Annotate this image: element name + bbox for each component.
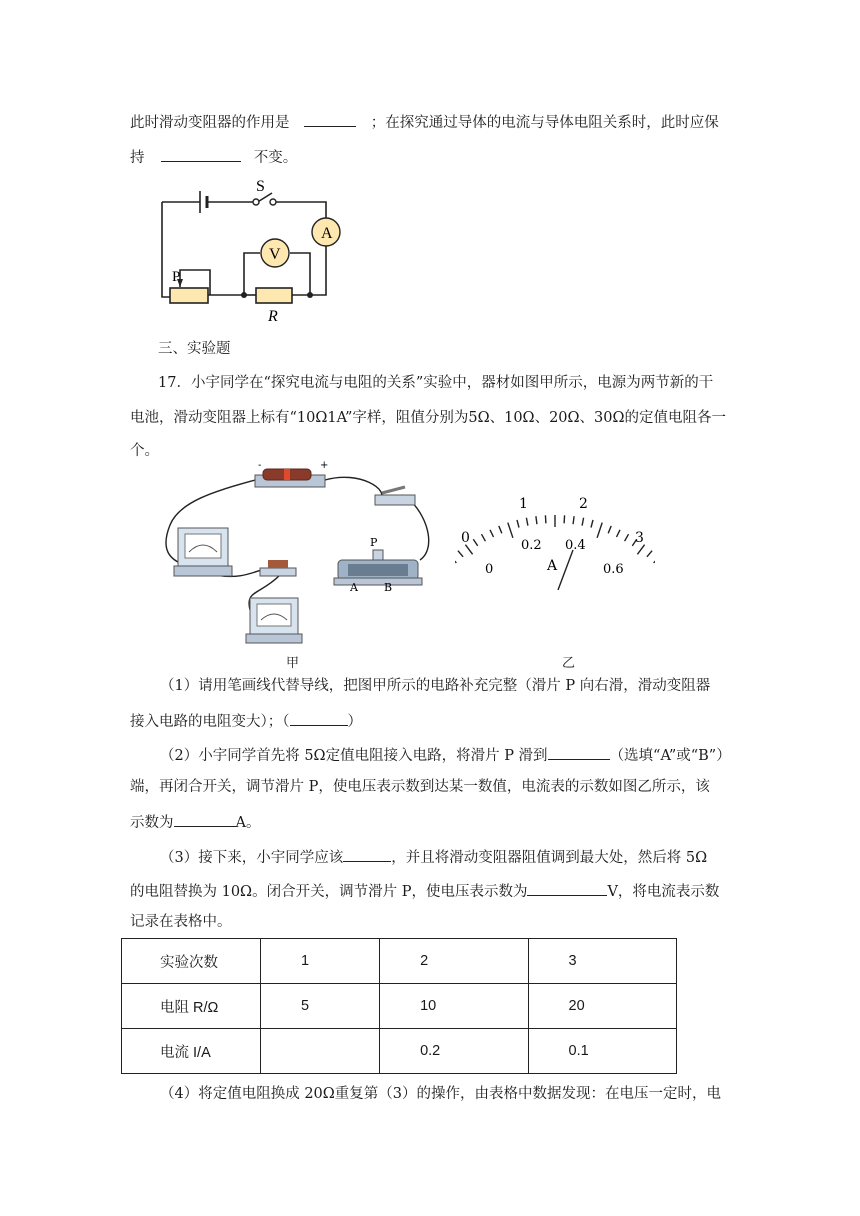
- figure-jia-apparatus: [160, 460, 440, 650]
- table-row: [122, 1029, 677, 1074]
- figure-yi-label: 乙: [562, 656, 576, 671]
- meter-needle: [558, 550, 573, 590]
- q16-line2: [130, 145, 297, 168]
- scale-tick: [573, 516, 574, 524]
- scale-tick: [617, 530, 621, 537]
- lower-tick-3: 0.6: [603, 562, 624, 577]
- table-cell: 0.2: [380, 1029, 528, 1074]
- battery-plus: +: [320, 460, 329, 471]
- scale-tick: [482, 534, 486, 541]
- q17-p3-line1: [160, 845, 707, 868]
- p2-text-d: A。: [235, 815, 261, 831]
- scale-tick: [473, 539, 477, 546]
- scale-tick: [526, 518, 528, 526]
- p2-blank-1[interactable]: [548, 743, 610, 760]
- q17-p4-line1: （4）将定值电阻换成 20Ω重复第（3）的操作，由表格中数据发现：在电压一定时，电: [160, 1086, 722, 1102]
- ammeter-label: A: [321, 225, 333, 242]
- upper-tick-0: 0: [461, 530, 470, 546]
- data-table: [121, 938, 677, 1074]
- q16-line1: [130, 110, 719, 133]
- scale-tick: [608, 526, 611, 533]
- circuit-diagram: [150, 175, 350, 330]
- scale-tick: [517, 520, 519, 528]
- figure-yi-meter-dial: [455, 490, 655, 600]
- scale-tick: [564, 515, 565, 523]
- q16-text-c: 持: [130, 150, 145, 166]
- scale-tick: [625, 534, 629, 541]
- table-cell: 实验次数: [122, 939, 261, 984]
- upper-tick-1: 1: [519, 496, 528, 512]
- q17-intro-2: 电池，滑动变阻器上标有“10Ω1A”字样，阻值分别为5Ω、10Ω、20Ω、30Ω的定值电阻各一: [130, 410, 727, 426]
- p1-blank[interactable]: [290, 709, 348, 726]
- figure-jia-label: 甲: [286, 656, 300, 671]
- scale-tick: [637, 545, 644, 555]
- q17-p1-line2: [130, 709, 362, 732]
- p3-blank-1[interactable]: [343, 845, 391, 862]
- lower-tick-1: 0.2: [521, 538, 542, 553]
- slider-label: P: [172, 269, 181, 285]
- scale-tick: [591, 520, 593, 528]
- scale-tick: [545, 515, 546, 523]
- scale-tick: [458, 551, 463, 557]
- table-cell: 3: [528, 939, 676, 984]
- voltmeter-device-icon: [246, 598, 302, 643]
- scale-tick: [455, 557, 456, 563]
- lower-tick-0: 0: [485, 562, 494, 577]
- scale-tick: [654, 557, 655, 563]
- q17-p2-line3: [130, 810, 260, 833]
- scale-tick: [647, 551, 652, 557]
- q17-p1-line1: （1）请用笔画线代替导线，把图甲所示的电路补充完整（滑片 P 向右滑，滑动变阻器: [160, 678, 711, 694]
- q17-intro-1: 17．小宇同学在“探究电流与电阻的关系”实验中，器材如图甲所示，电源为两节新的干: [158, 375, 714, 391]
- table-row: [122, 939, 677, 984]
- table-cell: 1: [261, 939, 380, 984]
- resistor-label: R: [268, 308, 278, 325]
- upper-tick-3: 3: [635, 530, 644, 546]
- q16-text-a: 此时滑动变阻器的作用是: [130, 115, 290, 131]
- scale-tick: [499, 526, 502, 533]
- q17-p3-line3: 记录在表格中。: [130, 914, 232, 930]
- lower-tick-2: 0.4: [565, 538, 586, 553]
- switch-label: S: [256, 178, 265, 195]
- rheostat-icon: [334, 550, 422, 585]
- p2-text-a: （2）小宇同学首先将 5Ω定值电阻接入电路，将滑片 P 滑到: [160, 748, 548, 764]
- p3-blank-2[interactable]: [527, 879, 607, 896]
- meter-unit: A: [547, 558, 558, 574]
- scale-tick: [582, 518, 584, 526]
- table-cell: 电流 I/A: [122, 1029, 261, 1074]
- section-title: 三、实验题: [158, 341, 231, 357]
- table-cell: 20: [528, 984, 676, 1029]
- battery-minus: -: [258, 460, 262, 471]
- q16-text-b: ；在探究通过导体的电流与导体电阻关系时，此时应保: [370, 115, 719, 131]
- p2-text-b: （选填“A”或“B”）: [609, 748, 731, 764]
- ammeter-device-icon: [174, 528, 232, 576]
- scale-tick: [465, 545, 472, 555]
- q16-blank-2[interactable]: [161, 145, 241, 162]
- p3-text-b: ，并且将滑动变阻器阻值调到最大处，然后将 5Ω: [391, 850, 708, 866]
- table-cell: 0.1: [528, 1029, 676, 1074]
- q16-blank-1[interactable]: [304, 110, 356, 127]
- upper-tick-2: 2: [579, 496, 588, 512]
- p2-text-c: 示数为: [130, 815, 174, 831]
- scale-tick: [490, 530, 494, 537]
- table-cell: 10: [380, 984, 528, 1029]
- rheostat-a-label: A: [350, 581, 358, 594]
- knife-switch-icon: [375, 487, 415, 505]
- table-row: [122, 984, 677, 1029]
- table-cell: 电阻 R/Ω: [122, 984, 261, 1029]
- p2-blank-2[interactable]: [174, 810, 236, 827]
- table-cell-empty[interactable]: [261, 1029, 380, 1074]
- table-cell: 2: [380, 939, 528, 984]
- p3-text-c: 的电阻替换为 10Ω。闭合开关，调节滑片 P，使电压表示数为: [130, 884, 528, 900]
- scale-tick: [536, 516, 537, 524]
- table-cell: 5: [261, 984, 380, 1029]
- p1-text-a: 接入电路的电阻变大）；（: [130, 714, 290, 730]
- q17-p2-line2: 端，再闭合开关，调节滑片 P，使电压表示数到达某一数值，电流表的示数如图乙所示，该: [130, 779, 710, 795]
- rheostat-b-label: B: [384, 581, 393, 594]
- rheostat-p-label: P: [370, 536, 378, 549]
- p1-text-b: ）: [347, 714, 362, 730]
- q17-p3-line2: [130, 879, 719, 902]
- p3-text-d: V，将电流表示数: [607, 884, 720, 900]
- q16-text-d: 不变。: [253, 150, 298, 166]
- fixed-resistor-icon: [260, 560, 296, 576]
- q17-p2-line1: [160, 743, 731, 766]
- q17-intro-3: 个。: [130, 443, 159, 459]
- battery-icon: [255, 469, 325, 487]
- p3-text-a: （3）接下来，小宇同学应该: [160, 850, 344, 866]
- voltmeter-label: V: [269, 246, 281, 263]
- scale-tick: [597, 523, 602, 538]
- scale-tick: [508, 523, 513, 538]
